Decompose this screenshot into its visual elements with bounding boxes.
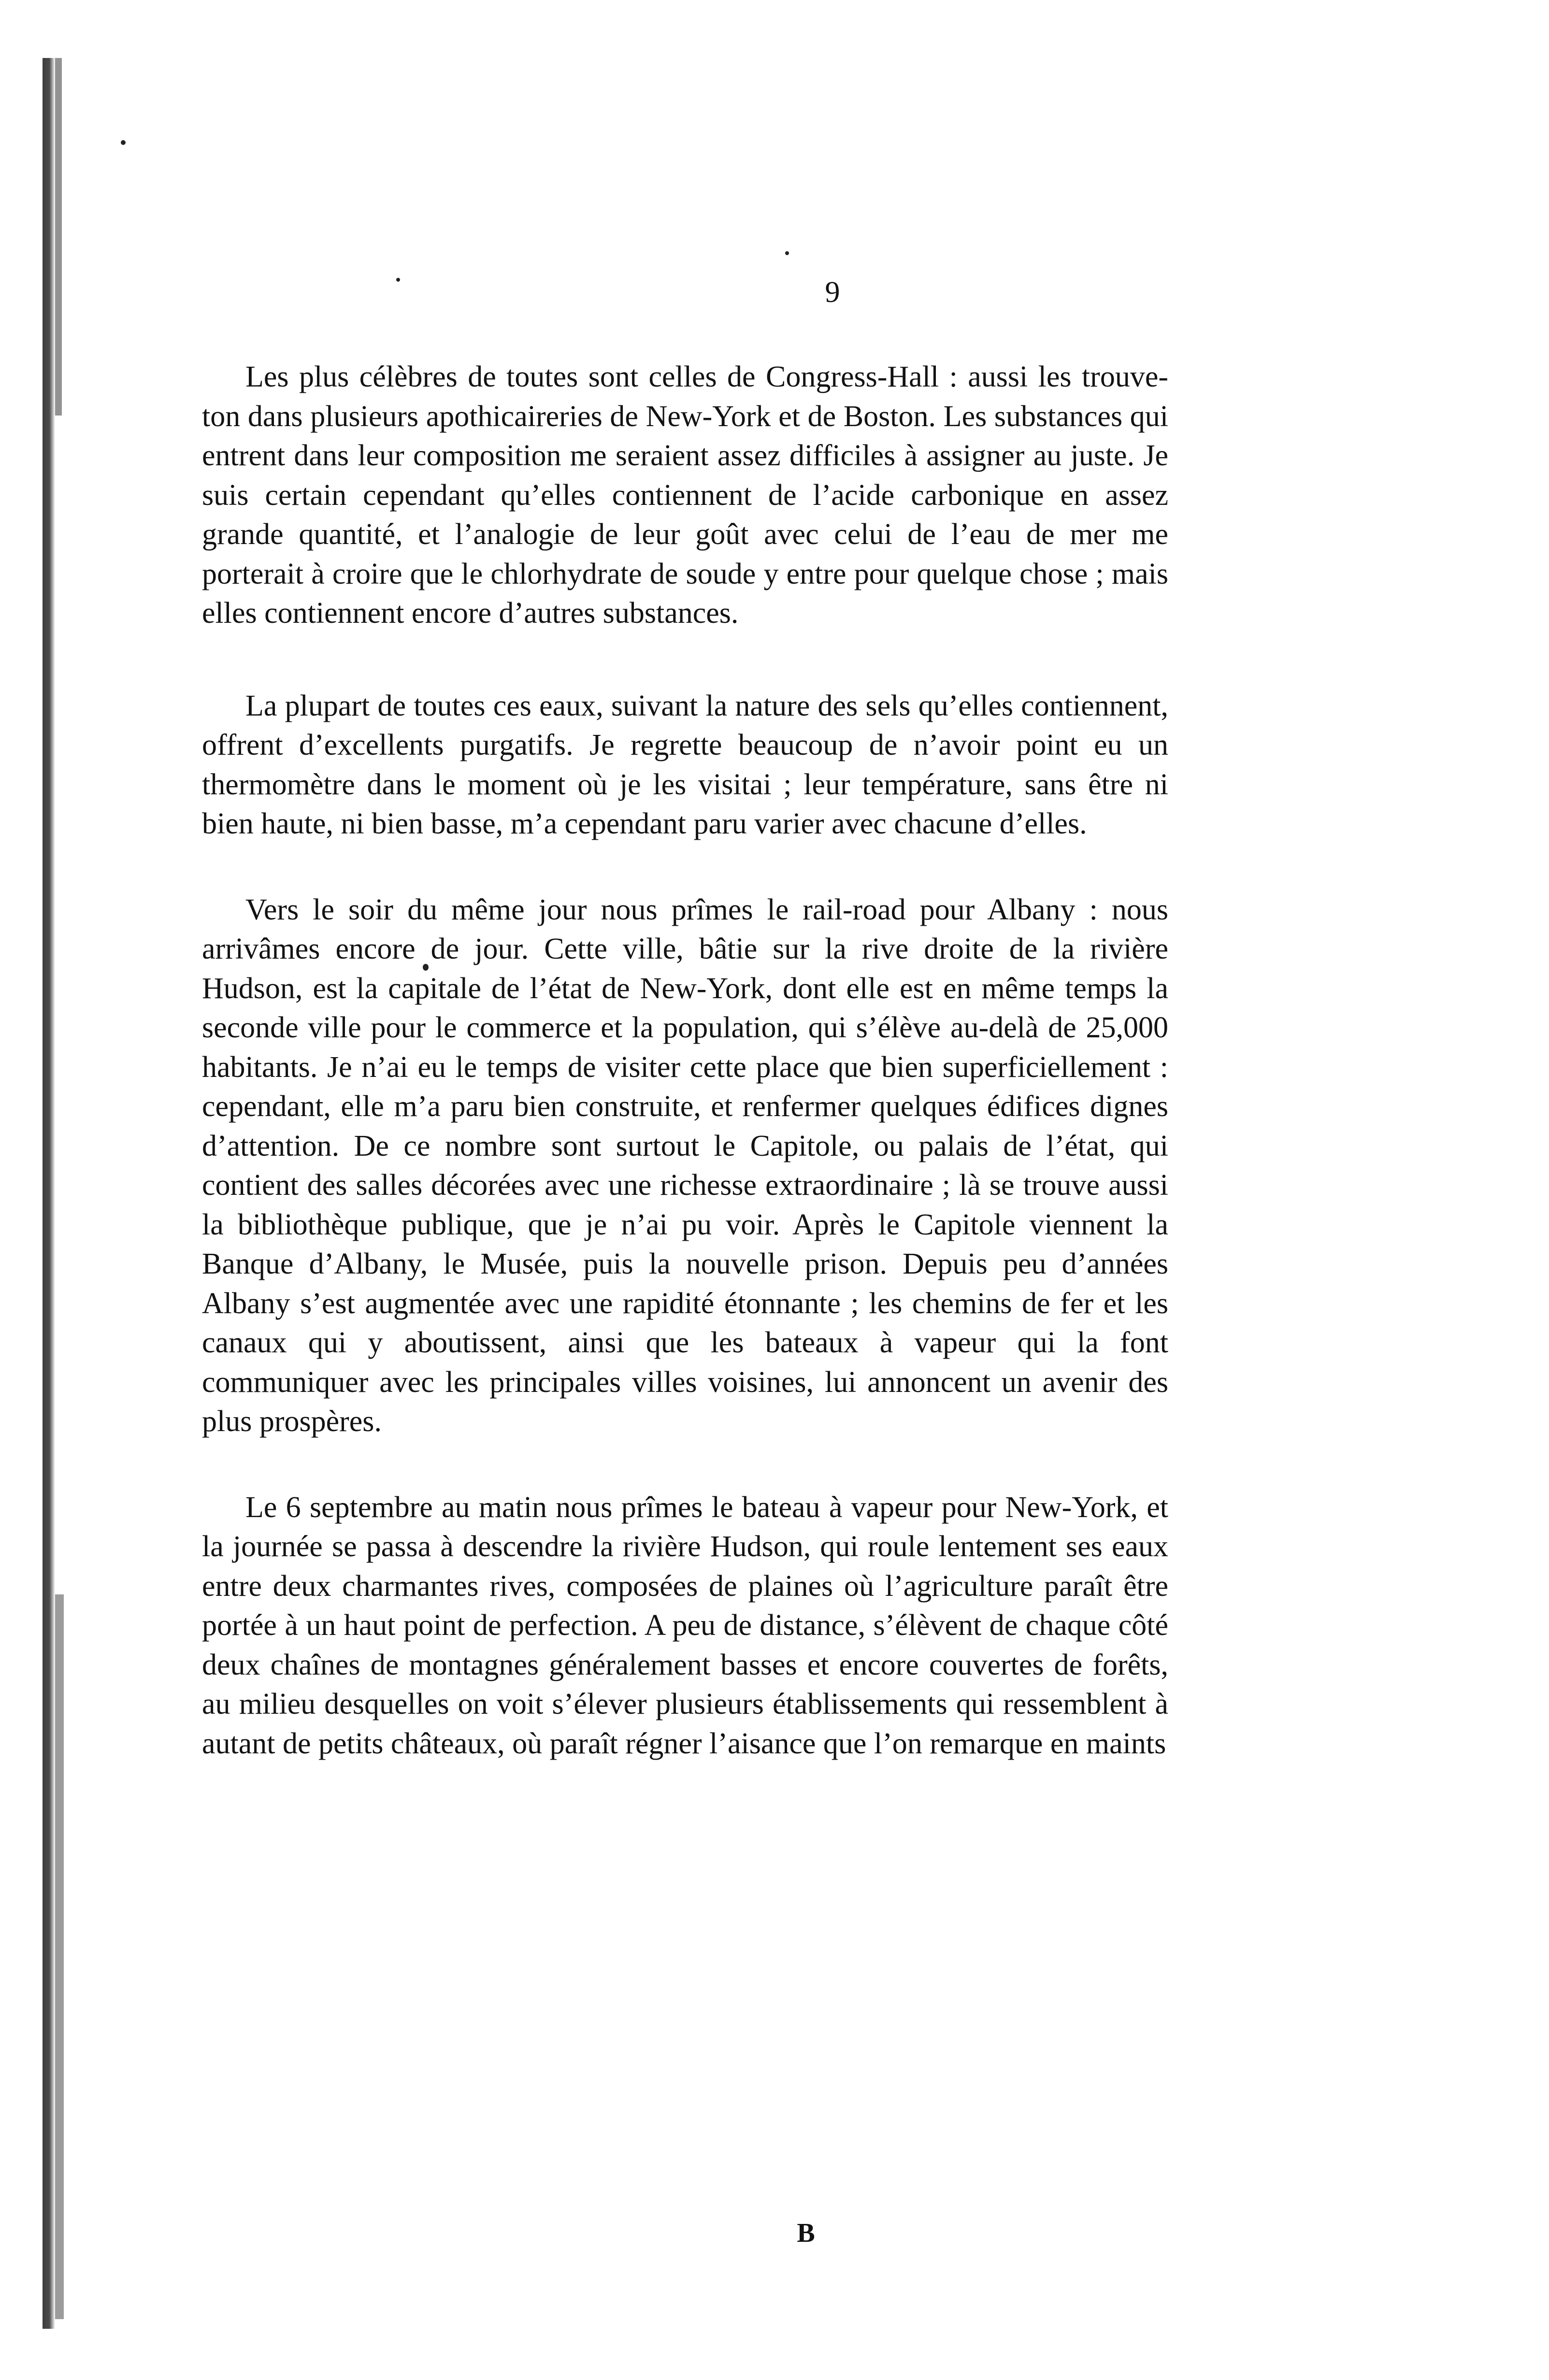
paragraph: Les plus célèbres de toutes sont celles de Congress-Hall : aussi les trouve-ton dans plusieurs apothicaireries de New-York et de Boston. Les substances qui entrent dans leur composition me seraient assez difficiles à assigner au juste. Je suis certain cependant qu’elles contiennent de l’acide carbonique en assez grande quantité, et l’analogie de leur goût avec celui de l’eau de mer me porterait à croire que le chlorhydrate de soude y entre pour quelque chose ; mais elles contiennent encore d’autres substances. xyxy=(202,360,1168,630)
binding-shadow-upper xyxy=(55,58,62,416)
scan-speck xyxy=(785,251,789,255)
paragraph: Le 6 septembre au matin nous prîmes le bateau à vapeur pour New-York, et la journée se passa à descendre la rivière Hudson, qui roule lentement ses eaux entre deux charmantes rives, composées de plaines où l’agriculture paraît être portée à un haut point de perfection. A peu de distance, s’élèvent de chaque côté deux chaînes de montagnes généralement basses et encore couvertes de forêts, au milieu desquelles on voit s’élever plusieurs établissements qui ressemblent à autant de petits châteaux, où paraît régner l’aisance que l’on remarque en maints xyxy=(202,1491,1168,1760)
binding-shadow-lower xyxy=(55,1594,64,2319)
scan-speck xyxy=(121,140,126,145)
paragraph: La plupart de toutes ces eaux, suivant la nature des sels qu’elles contiennent, offrent d’excellents purgatifs. Je regrette beaucoup de n’avoir point eu un thermomètre dans le moment où je les visitai ; leur température, sans être ni bien haute, ni bien basse, m’a cependant paru varier avec chacune d’elles. xyxy=(202,689,1168,840)
page-number: 9 xyxy=(825,276,840,309)
signature-mark: B xyxy=(797,2218,815,2248)
body-text xyxy=(202,358,1168,1798)
binding-shadow xyxy=(43,58,55,2329)
paragraph: Vers le soir du même jour nous prîmes le rail-road pour Albany : nous arrivâmes encore de jour. Cette ville, bâtie sur la rive droite de la rivière Hudson, est la capitale de l’état de New-York, dont elle est en même temps la seconde ville pour le commerce et la population, qui s’élève au-delà de 25,000 habitants. Je n’ai eu le temps de visiter cette place que bien superficiellement : cependant, elle m’a paru bien construite, et renfermer quelques édifices dignes d’attention. De ce nombre sont surtout le Capitole, ou palais de l’état, qui contient des salles décorées avec une richesse extraordinaire ; là se trouve aussi la bibliothèque publique, que je n’ai pu voir. Après le Capitole viennent la Banque d’Albany, le Musée, puis la nouvelle prison. Depuis peu d’années Albany s’est augmentée avec une rapidité étonnante ; les chemins de fer et les canaux qui y aboutissent, ainsi que les bateaux à vapeur qui la font communiquer avec les principales villes voisines, lui annoncent un avenir des plus prospères. xyxy=(202,893,1168,1438)
